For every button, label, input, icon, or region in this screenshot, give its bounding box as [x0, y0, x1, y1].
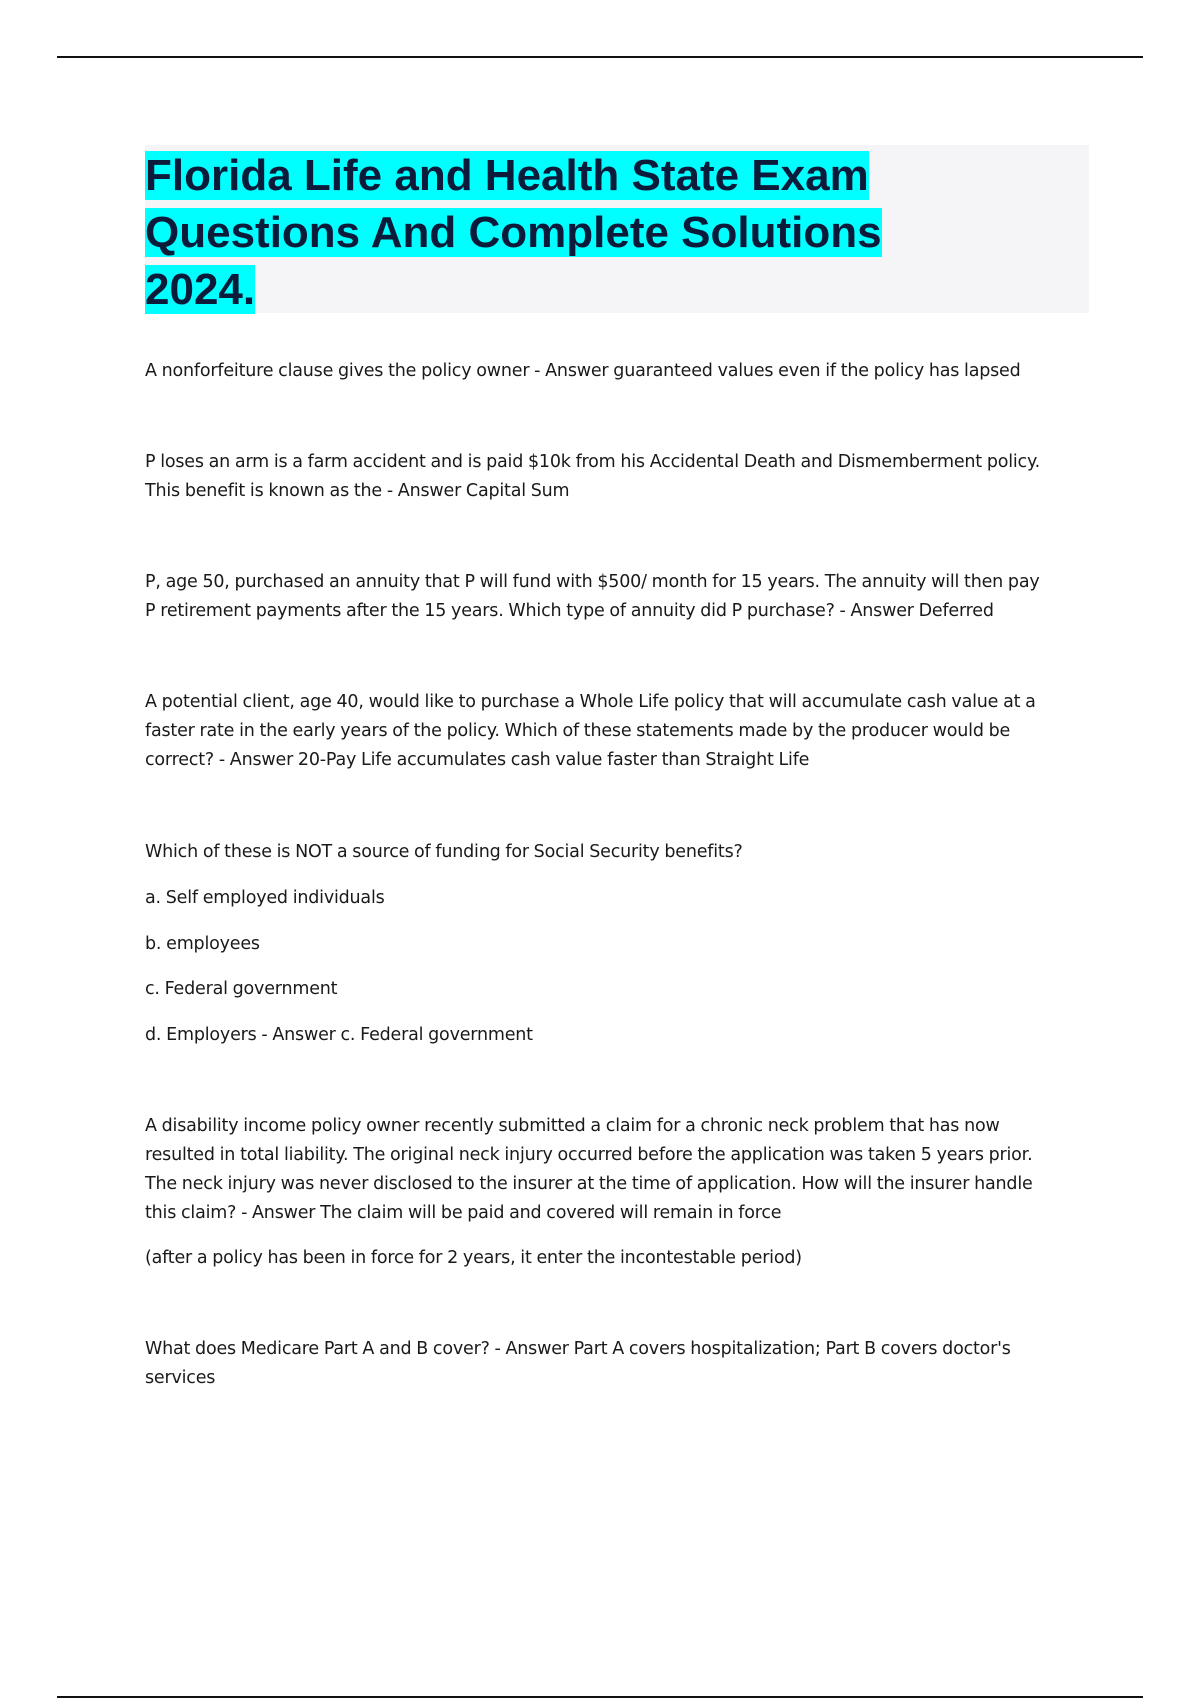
question-medicare — [145, 1335, 1090, 1393]
option-b: b. employees — [145, 934, 260, 954]
text-line: The neck injury was never disclosed to the insurer at the time of application. How will the insurer handle — [145, 1174, 1033, 1194]
option-d: d. Employers - Answer c. Federal government — [145, 1025, 533, 1045]
question-whole-life — [145, 688, 1090, 775]
text-line: What does Medicare Part A and B cover? - Answer Part A covers hospitalization; Part B covers doctor's — [145, 1339, 1011, 1359]
option-a: a. Self employed individuals — [145, 888, 385, 908]
text-line: A potential client, age 40, would like to purchase a Whole Life policy that will accumulate cash value at a — [145, 692, 1036, 712]
text-line: resulted in total liability. The original neck injury occurred before the application was taken 5 years prior. — [145, 1145, 1033, 1165]
question-social-security: Which of these is NOT a source of funding for Social Security benefits? — [145, 842, 743, 862]
question-nonforfeiture — [145, 357, 1090, 386]
question-capital-sum — [145, 448, 1090, 506]
text-line: A nonforfeiture clause gives the policy owner - Answer guaranteed values even if the policy has lapsed — [145, 361, 1021, 381]
incontestable-note: (after a policy has been in force for 2 years, it enter the incontestable period) — [145, 1248, 802, 1268]
header-rule — [57, 56, 1143, 58]
text-line: services — [145, 1368, 216, 1388]
text-line: faster rate in the early years of the policy. Which of these statements made by the producer would be — [145, 721, 1011, 741]
text-line: this claim? - Answer The claim will be paid and covered will remain in force — [145, 1203, 782, 1223]
text-line: This benefit is known as the - Answer Capital Sum — [145, 481, 570, 501]
title-line-3: 2024. — [145, 265, 256, 314]
text-line: A disability income policy owner recently submitted a claim for a chronic neck problem that has now — [145, 1116, 1000, 1136]
footer-rule — [57, 1696, 1143, 1698]
title-line-2: Questions And Complete Solutions — [145, 208, 882, 257]
document-title — [145, 147, 1045, 318]
question-disability-claim — [145, 1112, 1090, 1228]
text-line: P retirement payments after the 15 years. Which type of annuity did P purchase? - Answer Deferred — [145, 601, 994, 621]
title-line-1: Florida Life and Health State Exam — [145, 151, 869, 200]
option-c: c. Federal government — [145, 979, 338, 999]
question-deferred-annuity — [145, 568, 1090, 626]
text-line: correct? - Answer 20-Pay Life accumulates cash value faster than Straight Life — [145, 750, 810, 770]
text-line: P, age 50, purchased an annuity that P will fund with $500/ month for 15 years. The annuity will then pay — [145, 572, 1040, 592]
text-line: P loses an arm is a farm accident and is paid $10k from his Accidental Death and Dismemberment policy. — [145, 452, 1040, 472]
